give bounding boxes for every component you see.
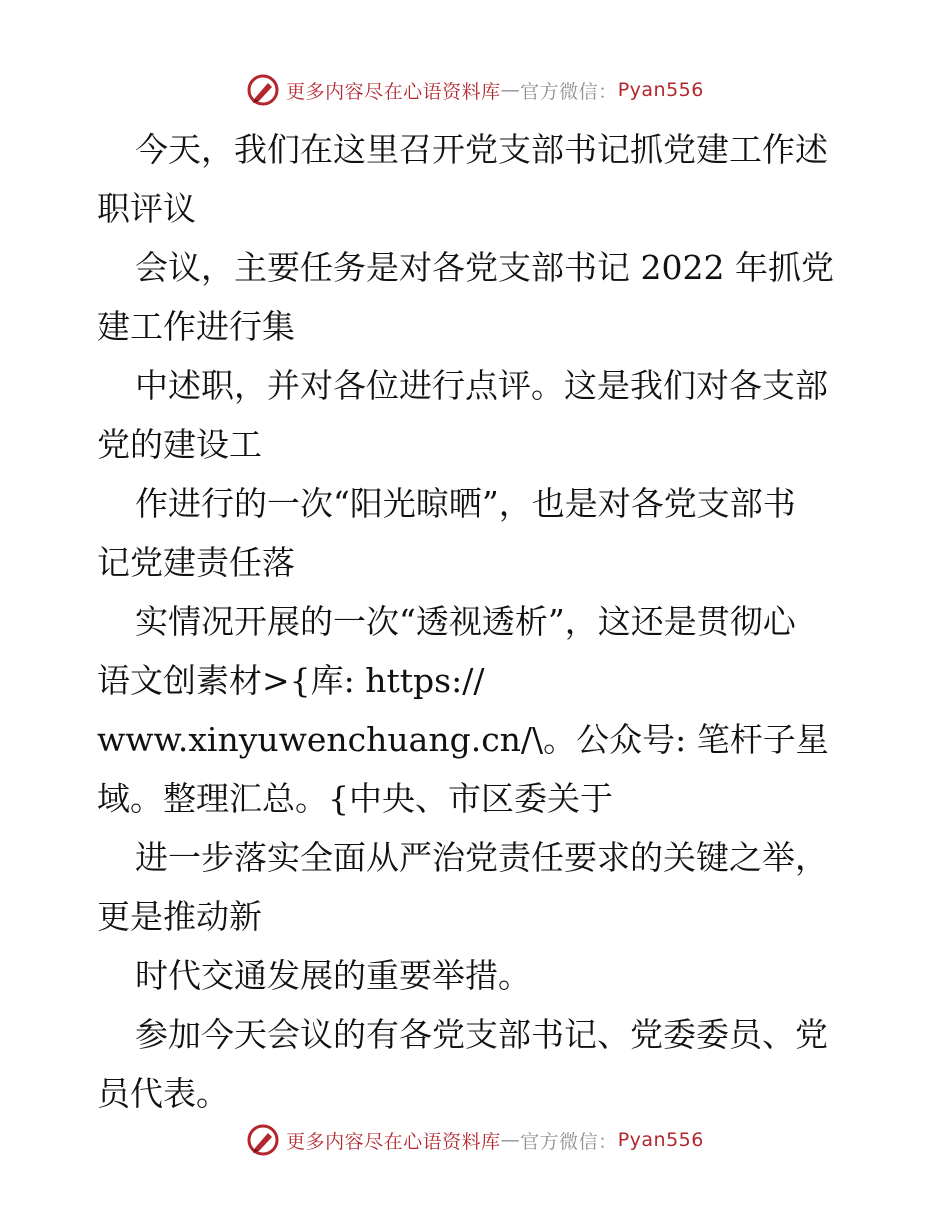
document-body xyxy=(97,120,857,1123)
text-line: 时代交通发展的重要举措。 xyxy=(135,956,531,995)
watermark-lead: 更多内容尽在心语资料库 xyxy=(286,1130,501,1153)
text-line: 更是推动新 xyxy=(97,897,262,936)
text-line: 职评议 xyxy=(97,189,196,228)
text-line: 建工作进行集 xyxy=(97,307,295,346)
watermark-official: 官方微信： xyxy=(520,80,618,103)
text-line: 参加今天会议的有各党支部书记、党委委员、党 xyxy=(135,1015,828,1054)
text-line: 作进行的一次“阳光晾晒”，也是对各党支部书 xyxy=(135,484,796,523)
text-line: www.xinyuwenchuang.cn/\。公众号: 笔杆子星 xyxy=(97,720,829,759)
text-line: 员代表。 xyxy=(97,1074,229,1113)
watermark-account: Pyan556 xyxy=(617,79,704,101)
watermark-official: 官方微信： xyxy=(520,1130,618,1153)
watermark-lead: 更多内容尽在心语资料库 xyxy=(286,80,501,103)
text-line: 记党建责任落 xyxy=(97,543,295,582)
watermark-dash: — xyxy=(500,1129,521,1151)
pen-logo-icon xyxy=(246,73,280,107)
footer-watermark xyxy=(0,1120,950,1160)
watermark-account: Pyan556 xyxy=(617,1129,704,1151)
watermark-dash: — xyxy=(500,79,521,101)
text-line: 党的建设工 xyxy=(97,425,262,464)
text-line: 语文创素材>{库: https:// xyxy=(97,661,485,700)
text-line: 会议，主要任务是对各党支部书记 2022 年抓党 xyxy=(135,248,834,287)
text-line: 中述职，并对各位进行点评。这是我们对各支部 xyxy=(135,366,828,405)
pen-logo-icon xyxy=(246,1123,280,1157)
text-line: 实情况开展的一次“透视透析”，这还是贯彻心 xyxy=(135,602,796,641)
text-line: 今天，我们在这里召开党支部书记抓党建工作述 xyxy=(135,130,828,169)
header-watermark xyxy=(0,70,950,110)
text-line: 进一步落实全面从严治党责任要求的关键之举， xyxy=(135,838,828,877)
text-line: 域。整理汇总。{中央、市区委关于 xyxy=(97,779,613,818)
